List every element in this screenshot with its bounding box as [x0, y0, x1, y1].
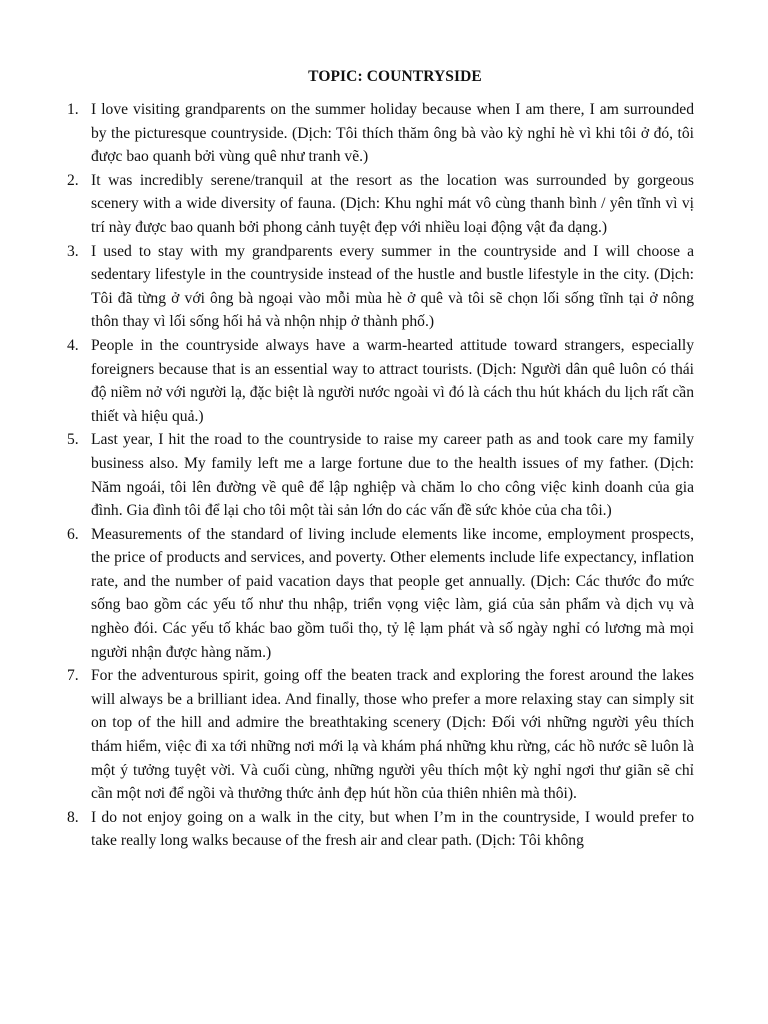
- list-item-6: [67, 523, 694, 665]
- item-number: 1.: [67, 101, 79, 118]
- list-item-4: [67, 334, 694, 428]
- list-item-5: [67, 428, 694, 522]
- item-number: 5.: [67, 431, 79, 449]
- item-number: 7.: [67, 667, 79, 685]
- item-number: 2.: [67, 171, 79, 189]
- list-item-1: [67, 98, 694, 169]
- item-text: I used to stay with my grandparents every summer in the countryside and I will choose a sedentary lifestyle in the countryside instead of the hustle and bustle lifestyle in the city. (Dịch: Tôi đã từng ở với ông bà ngoại vào mỗi mùa hè ở quê và tôi sẽ chọn lối sống tĩnh tại ở nông thôn thay vì lối sống hối hả và nhộn nhịp ở thành phố.): [91, 242, 694, 331]
- item-text: Last year, I hit the road to the countryside to raise my career path as and took care my family business also. My family left me a large fortune due to the health issues of my father. (Dịch: Năm ngoái, tôi lên đường về quê để lập nghiệp và chăm lo cho công việc kinh doanh của gia đình. Gia đình tôi để lại cho tôi một tài sản lớn do các vấn đề sức khỏe của cha tôi.): [91, 431, 694, 520]
- list-item-8: [67, 806, 694, 853]
- item-text: I love visiting grandparents on the summer holiday because when I am there, I am surrounded by the picturesque countryside. (Dịch: Tôi thích thăm ông bà vào kỳ nghỉ hè vì khi tôi ở đó, tôi được bao quanh bởi vùng quê như tranh vẽ.): [91, 101, 694, 166]
- item-text: Measurements of the standard of living include elements like income, employment prospects, the price of products and services, and poverty. Other elements include life expectancy, inflation rate, and the number of paid vacation days that people get annually. (Dịch: Các thước đo mức sống bao gồm các yếu tố như thu nhập, triển vọng việc làm, giá của sản phẩm và dịch vụ và nghèo đói. Các yếu tố khác bao gồm tuổi thọ, tỷ lệ lạm phát và số ngày nghỉ có lương mà mọi người nhận được hàng năm.): [91, 525, 694, 661]
- page-title: TOPIC: COUNTRYSIDE: [308, 68, 482, 85]
- item-number: 8.: [67, 808, 79, 826]
- item-number: 4.: [67, 336, 79, 354]
- item-number: 6.: [67, 525, 79, 543]
- item-number: 3.: [67, 242, 79, 260]
- item-text: I do not enjoy going on a walk in the city, but when I’m in the countryside, I would prefer to take really long walks because of the fresh air and clear path. (Dịch: Tôi không: [91, 808, 694, 850]
- item-text: It was incredibly serene/tranquil at the resort as the location was surrounded by gorgeous scenery with a wide diversity of fauna. (Dịch: Khu nghỉ mát vô cùng thanh bình / yên tĩnh vì vị trí này được bao quanh bởi phong cảnh tuyệt đẹp với nhiều loại động vật đa dạng.): [91, 171, 694, 236]
- list-item-3: [67, 240, 694, 334]
- item-text: People in the countryside always have a warm-hearted attitude toward strangers, especially foreigners because that is an essential way to attract tourists. (Dịch: Người dân quê luôn có thái độ niềm nở với người lạ, đặc biệt là người nước ngoài vì đó là cách thu hút khách du lịch rất cần thiết và hiệu quả.): [91, 336, 694, 425]
- item-text: For the adventurous spirit, going off the beaten track and exploring the forest around the lakes will always be a brilliant idea. And finally, those who prefer a more relaxing stay can simply sit on top of the hill and admire the breathtaking scenery (Dịch: Đối với những người yêu thích thám hiểm, việc đi xa tới những nơi mới lạ và khám phá những khu rừng, các hồ nước sẽ luôn là một ý tưởng tuyệt vời. Và cuối cùng, những người yêu thích một kỳ nghỉ ngơi thư giãn sẽ chỉ cần một nơi để ngồi và thưởng thức ảnh đẹp hút hồn của thiên nhiên mà thôi).: [91, 667, 694, 803]
- list-item-7: [67, 664, 694, 806]
- sentence-list: [67, 98, 694, 853]
- list-item-2: [67, 169, 694, 240]
